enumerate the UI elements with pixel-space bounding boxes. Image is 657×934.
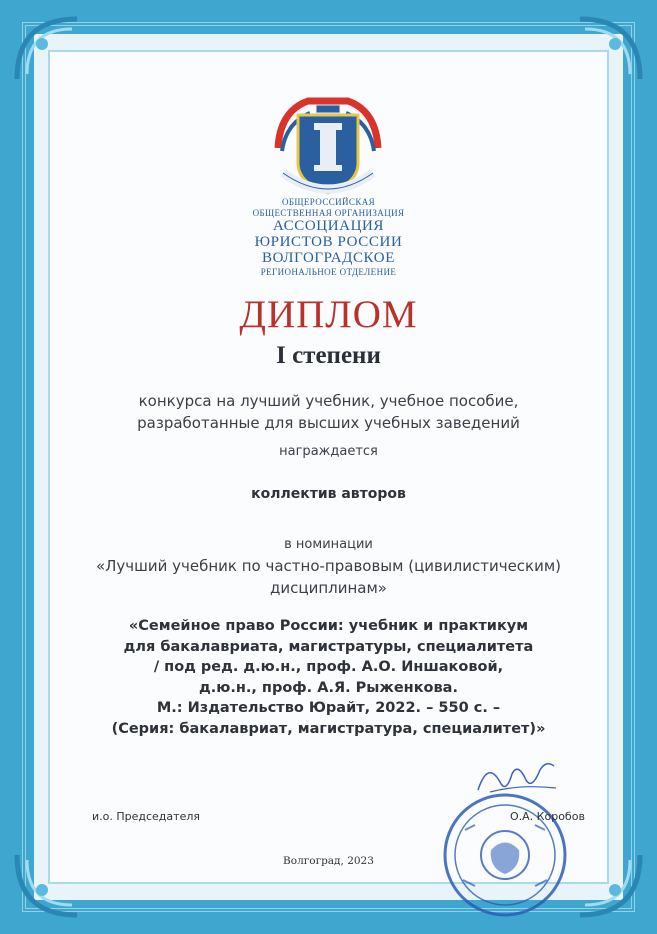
nomination-label: в номинации <box>284 537 373 552</box>
chairman-name: О.А. Коробов <box>510 810 585 823</box>
book-line: для бакалавриата, магистратуры, специалитета <box>123 638 534 655</box>
place-and-year: Волгоград, 2023 <box>283 855 374 867</box>
org-line: ЮРИСТОВ РОССИИ <box>254 234 403 250</box>
book-line: (Серия: бакалавриат, магистратура, специалитет)» <box>111 720 546 737</box>
book-line: / под ред. д.ю.н., проф. А.О. Иншаковой, <box>153 659 504 675</box>
diploma-degree: I степени <box>276 342 381 369</box>
organization-name <box>200 196 457 277</box>
org-line: ОБЩЕРОССИЙСКАЯ <box>281 197 376 207</box>
nomination-title: «Лучший учебник по частно-правовым (цивилистическим) <box>95 557 562 575</box>
book-line: «Семейное право России: учебник и практикум <box>128 618 529 634</box>
book-line: д.ю.н., проф. А.Я. Рыженкова. <box>199 679 458 696</box>
contest-description: разработанные для высших учебных заведений <box>137 414 520 432</box>
org-line: ВОЛГОГРАДСКОЕ <box>262 250 395 266</box>
chairman-label: и.о. Председателя <box>92 810 200 823</box>
book-citation <box>60 616 597 739</box>
nomination-title: дисциплинам» <box>270 579 387 597</box>
contest-description: конкурса на лучший учебник, учебное пособие, <box>138 392 519 410</box>
association-emblem-logo <box>268 93 388 203</box>
org-line: АССОЦИАЦИЯ <box>272 218 385 234</box>
corner-ornament <box>575 14 645 84</box>
awarded-label: награждается <box>279 444 378 459</box>
recipient-name: коллектив авторов <box>251 486 406 502</box>
org-line: РЕГИОНАЛЬНОЕ ОТДЕЛЕНИЕ <box>260 267 397 277</box>
diploma-title: ДИПЛОМ <box>239 293 418 336</box>
org-line: ОБЩЕСТВЕННАЯ ОРГАНИЗАЦИЯ <box>252 208 405 218</box>
book-line: М.: Издательство Юрайт, 2022. – 550 с. – <box>156 700 501 716</box>
corner-ornament <box>12 14 82 84</box>
